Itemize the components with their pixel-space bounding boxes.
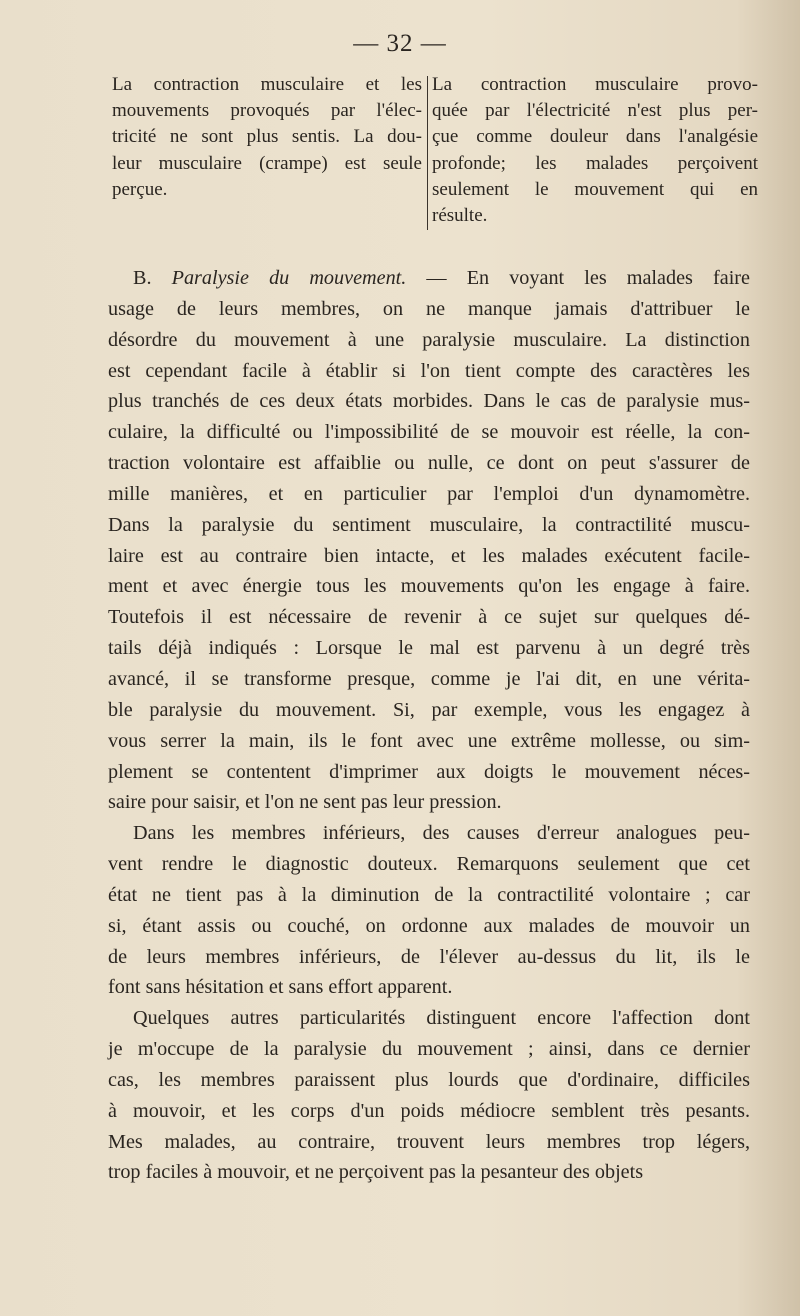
text-line: Quelques autres particularités distinguent encore l'affection dont bbox=[133, 1007, 750, 1030]
right-column-line: quée par l'électricité n'est plus per- bbox=[432, 100, 758, 122]
text-line: cas, les membres paraissent plus lourds que d'ordinaire, difficiles bbox=[108, 1068, 750, 1091]
text-line: mille manières, et en particulier par l'emploi d'un dynamomètre. bbox=[108, 482, 750, 505]
section-label: B. bbox=[133, 267, 152, 289]
text-line: si, étant assis ou couché, on ordonne aux malades de mouvoir un bbox=[108, 914, 750, 937]
text-line: état ne tient pas à la diminution de la contractilité volontaire ; car bbox=[108, 883, 750, 906]
text-line: traction volontaire est affaiblie ou nulle, ce dont on peut s'assurer de bbox=[108, 452, 750, 475]
left-column-line: perçue. bbox=[112, 178, 168, 200]
text-line: de leurs membres inférieurs, de l'élever au-dessus du lit, ils le bbox=[108, 945, 750, 968]
left-column-line: leur musculaire (crampe) est seule bbox=[112, 152, 422, 174]
text-line: Toutefois il est nécessaire de revenir à ce sujet sur quelques dé- bbox=[108, 606, 750, 629]
section-heading-rest: — En voyant les malades faire bbox=[426, 267, 750, 289]
text-line: saire pour saisir, et l'on ne sent pas leur pression. bbox=[108, 791, 502, 814]
right-column bbox=[432, 72, 758, 229]
text-line: plus tranchés de ces deux états morbides. Dans le cas de paralysie mus- bbox=[108, 390, 750, 413]
text-line: ment et avec énergie tous les mouvements qu'on les engage à faire. bbox=[108, 575, 750, 598]
text-line: est cependant facile à établir si l'on tient compte des caractères les bbox=[108, 359, 750, 382]
right-column-line: seulement le mouvement qui en bbox=[432, 178, 758, 200]
text-line: Dans les membres inférieurs, des causes d'erreur analogues peu- bbox=[133, 822, 750, 845]
section-heading-line bbox=[108, 263, 750, 294]
section-title: Paralysie du mouvement. bbox=[171, 267, 407, 289]
text-line: Mes malades, au contraire, trouvent leurs membres trop légers, bbox=[108, 1130, 750, 1153]
text-line: je m'occupe de la paralysie du mouvement ; ainsi, dans ce dernier bbox=[108, 1038, 750, 1061]
text-line: plement se contentent d'imprimer aux doigts le mouvement néces- bbox=[108, 760, 750, 783]
text-line: à mouvoir, et les corps d'un poids médiocre semblent très pesants. bbox=[108, 1099, 750, 1122]
left-column bbox=[112, 72, 422, 203]
right-column-line: La contraction musculaire provo- bbox=[432, 74, 758, 95]
left-column-line: tricité ne sont plus sentis. La dou- bbox=[112, 126, 422, 148]
text-line: vent rendre le diagnostic douteux. Remarquons seulement que cet bbox=[108, 853, 750, 876]
text-line: ble paralysie du mouvement. Si, par exemple, vous les engagez à bbox=[108, 698, 750, 721]
text-line: font sans hésitation et sans effort apparent. bbox=[108, 976, 453, 999]
comparison-columns bbox=[112, 72, 758, 234]
column-divider bbox=[427, 76, 428, 230]
right-column-line: résulte. bbox=[432, 205, 488, 227]
right-column-line: profonde; les malades perçoivent bbox=[432, 152, 758, 174]
text-line: usage de leurs membres, on ne manque jamais d'attribuer le bbox=[108, 297, 750, 320]
text-line: Dans la paralysie du sentiment musculaire, la contractilité muscu- bbox=[108, 513, 750, 536]
left-column-line: La contraction musculaire et les bbox=[112, 74, 422, 95]
text-line: laire est au contraire bien intacte, et les malades exécutent facile- bbox=[108, 544, 750, 567]
page-number: — 32 — bbox=[353, 30, 447, 57]
text-line: vous serrer la main, ils le font avec une extrême mollesse, ou sim- bbox=[108, 729, 750, 752]
text-line: désordre du mouvement à une paralysie musculaire. La distinction bbox=[108, 328, 750, 351]
text-line: avancé, il se transforme presque, comme je l'ai dit, en une vérita- bbox=[108, 667, 750, 690]
left-column-line: mouvements provoqués par l'élec- bbox=[112, 100, 422, 122]
body-text bbox=[108, 263, 750, 1188]
right-column-line: çue comme douleur dans l'analgésie bbox=[432, 126, 758, 148]
text-line: culaire, la difficulté ou l'impossibilité de se mouvoir est réelle, la con- bbox=[108, 421, 750, 444]
text-line: trop faciles à mouvoir, et ne perçoivent pas la pesanteur des objets bbox=[108, 1161, 644, 1184]
text-line: tails déjà indiqués : Lorsque le mal est parvenu à un degré très bbox=[108, 637, 750, 660]
